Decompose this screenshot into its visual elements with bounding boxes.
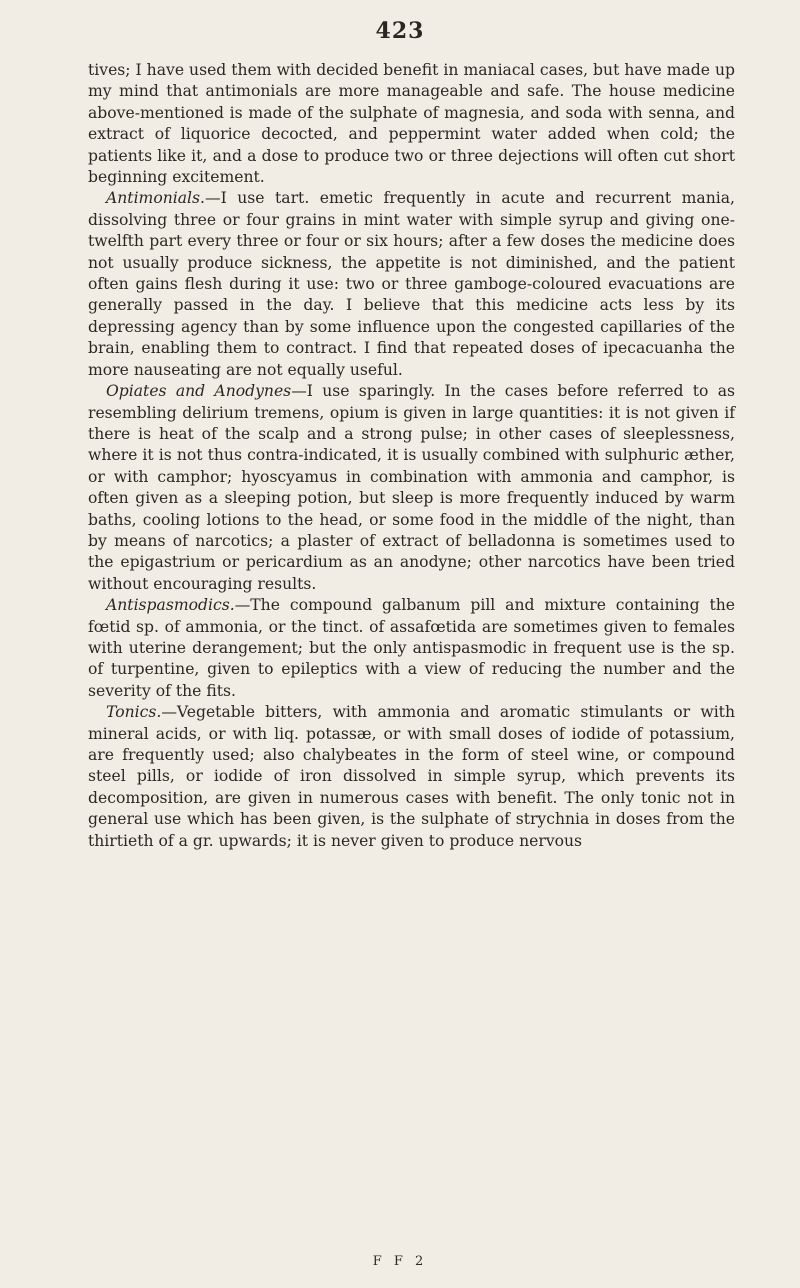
section-heading: Antimonials.: [106, 189, 206, 208]
paragraph: [88, 595, 735, 702]
section-heading: Antispasmodics.: [106, 596, 235, 615]
paragraph-text: —Vegetable bitters, with ammonia and aromatic stimulants or with mineral acids, or with liq. potassæ, or with small doses of iodide of potassium, are frequently used; also chalybeates in the form of steel wine, or compound steel pills, or iodide of iron dissolved in simple syrup, which prevents its decomposition, are given in numerous cases with benefit. The only tonic not in general use which has been given, is the sulphate of strychnia in doses from the thirtieth of a gr. upwards; it is never given to produce nervous: [88, 703, 735, 850]
paragraph-text: —I use tart. emetic frequently in acute and recurrent mania, dissolving three or four grains in mint water with simple syrup and giving one-twelfth part every three or four or six hours; after a few doses the medicine does not usually produce sickness, the appetite is not diminished, and the patient often gains flesh during it use: two or three gamboge-coloured evacuations are generally passed in the day. I believe that this medicine acts less by its depressing agency than by some influence upon the congested capillaries of the brain, enabling them to contract. I find that repeated doses of ipecacuanha the more nauseating are not equally useful.: [88, 189, 735, 379]
paragraph: [88, 381, 735, 595]
paragraph-text: tives; I have used them with decided benefit in maniacal cases, but have made up my mind that antimonials are more manageable and safe. The house medicine above-mentioned is made of the sulphate of magnesia, and soda with senna, and extract of liquorice decocted, and peppermint water added when cold; the patients like it, and a dose to produce two or three dejections will often cut short beginning excitement.: [88, 61, 735, 187]
signature-mark: F F 2: [372, 1254, 428, 1269]
paragraph-text: —I use sparingly. In the cases before referred to as resembling delirium tremens, opium is given in large quantities: it is not given if there is heat of the scalp and a strong pulse; in other cases of sleeplessness, where it is not thus contra-indicated, it is usually combined with sulphuric æther, or with camphor; hyoscyamus in combination with ammonia and camphor, is often given as a sleeping potion, but sleep is more frequently induced by warm baths, cooling lotions to the head, or some food in the middle of the night, than by means of narcotics; a plaster of extract of belladonna is sometimes used to the epigastrium or pericardium as an anodyne; other narcotics have been tried without encouraging results.: [88, 382, 735, 593]
section-heading: Tonics.: [106, 703, 162, 722]
page-body: [88, 60, 735, 852]
paragraph: [88, 188, 735, 381]
page-number: 423: [375, 18, 425, 44]
section-heading: Opiates and Anodynes: [106, 382, 292, 401]
paragraph: [88, 702, 735, 852]
paragraph-text: —The compound galbanum pill and mixture containing the fœtid sp. of ammonia, or the tinct. of assafœtida are sometimes given to females with uterine derangement; but the only antispasmodic in frequent use is the sp. of turpentine, given to epileptics with a view of reducing the number and the severity of the fits.: [88, 596, 735, 700]
paragraph: [88, 60, 735, 188]
